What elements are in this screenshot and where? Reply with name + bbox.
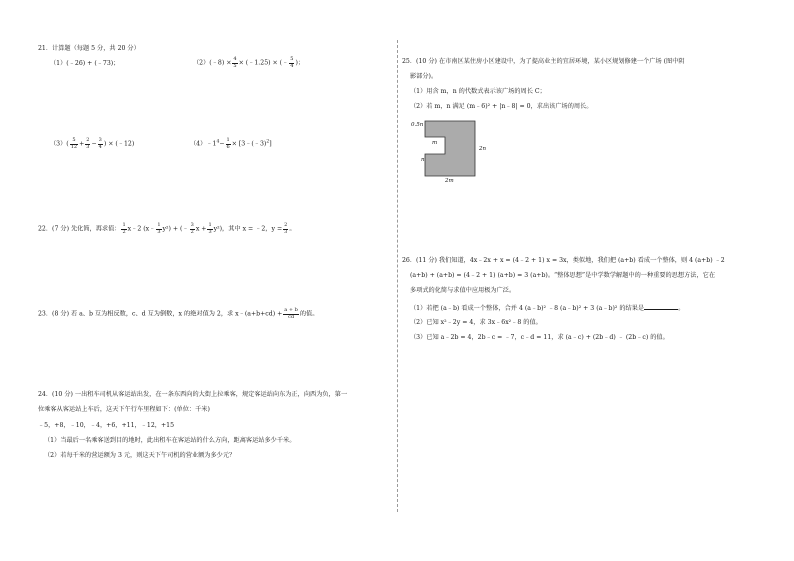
q25-part1: （1）用含 m，n 的代数式表示该广场的周长 C； [410, 88, 546, 95]
label-bottom-2m: 2m [445, 178, 454, 184]
q22-question: 22．(7 分) 先化简，再求值： $\frac{1}{2}$ x﹣2 (x﹣ $\frac{1}{3}$ y²) + (﹣ $\frac{3}{2}$ x + $\frac{1}{3}$ y²)，其中 x = ﹣2，y = $\frac{2}{3}$ 。 [38, 222, 296, 235]
answer-blank[interactable] [644, 303, 678, 310]
q21-title: 21．计算题（每题 5 分，共 20 分） [38, 45, 140, 52]
label-top-left: 0.5n [411, 122, 424, 128]
q23-question: 23．(8 分) 若 a、b 互为相反数，c、d 互为倒数，x 的绝对值为 2，求 x﹣(a+b+cd) + $\frac{a + b}{cd}$ 的值。 [38, 307, 319, 320]
q24-line1: 24．(10 分) 一出租车司机从客运站出发，在一条东西向的大街上拉乘客，规定客运站向东为正，向西为负，第一 [38, 391, 348, 398]
q21-part3: （3）( $\frac{5}{12}$ + $\frac{2}{3}$ − $\frac{3}{4}$ ) × (﹣12) [50, 137, 135, 150]
q21-part4: $(4)﹣1^4-$ $\frac{1}{6}$ × [3﹣(﹣3)$^2$] [190, 137, 272, 150]
q21-part1: （1）(﹣26) + (﹣73)； [50, 60, 120, 67]
q26-line3: 多项式的化简与求值中应用极为广泛。 [410, 287, 516, 294]
q25-line2: 影部分)。 [410, 73, 438, 80]
q26-line1: 26．(11 分) 我们知道，4x﹣2x + x = (4﹣2 + 1) x = 3x，类似地，我们把 (a+b) 看成一个整体，则 4 (a+b) ﹣2 [402, 257, 725, 264]
label-right-2n: 2n [479, 146, 487, 152]
plaza-figure [405, 118, 497, 188]
column-divider [397, 40, 398, 512]
q24-part2: （2）若每千米的营运额为 3 元，则这天下午司机的营业额为多少元？ [44, 452, 236, 459]
q24-part1: （1）当最后一名乘客送到目的地时，此出租车在客运站的什么方向，距离客运站多少千米。 [44, 437, 296, 444]
q25-line1: 25．(10 分) 在市南区某住房小区建设中，为了提高业主的宜居环境，某小区规划修建一个广场 (图中阴 [402, 58, 685, 65]
q24-line2: 位乘客从客运站上车后，这天下午行车里程如下：(单位：千米) [38, 406, 210, 413]
q21-part2: （2）(﹣8) × $\frac{4}{5}$ × (﹣1.25) × (﹣ $\frac{5}{4}$ )； [193, 56, 305, 69]
q26-line2: (a+b) + (a+b) = (4﹣2 + 1) (a+b) = 3 (a+b)。“整体思想”是中学数学解题中的一种重要的思想方法，它在 [410, 272, 716, 279]
label-left-n: n [421, 157, 425, 163]
q25-part2: （2）若 m，n 满足 (m﹣6)² + |n﹣8| = 0，求出该广场的周长。 [410, 103, 593, 110]
label-inner-m: m [432, 140, 438, 146]
plaza-shaded-region [425, 121, 475, 176]
q24-data: ﹣5，+8，﹣10，﹣4，+6，+11，﹣12，+15 [38, 422, 175, 429]
q26-part2: （2）已知 x²﹣2y = 4，求 3x﹣6x²﹣8 的值。 [410, 319, 542, 326]
q26-part3: （3）已知 a﹣2b = 4，2b﹣c = ﹣7，c﹣d = 11，求 (a﹣c) + (2b﹣d) ﹣ (2b﹣c) 的值。 [410, 334, 669, 341]
q26-part1: （1）若把 (a﹣b) 看成一个整体，合并 4 (a﹣b)² ﹣8 (a﹣b)² + 3 (a﹣b)² 的结果是 。 [410, 305, 685, 312]
